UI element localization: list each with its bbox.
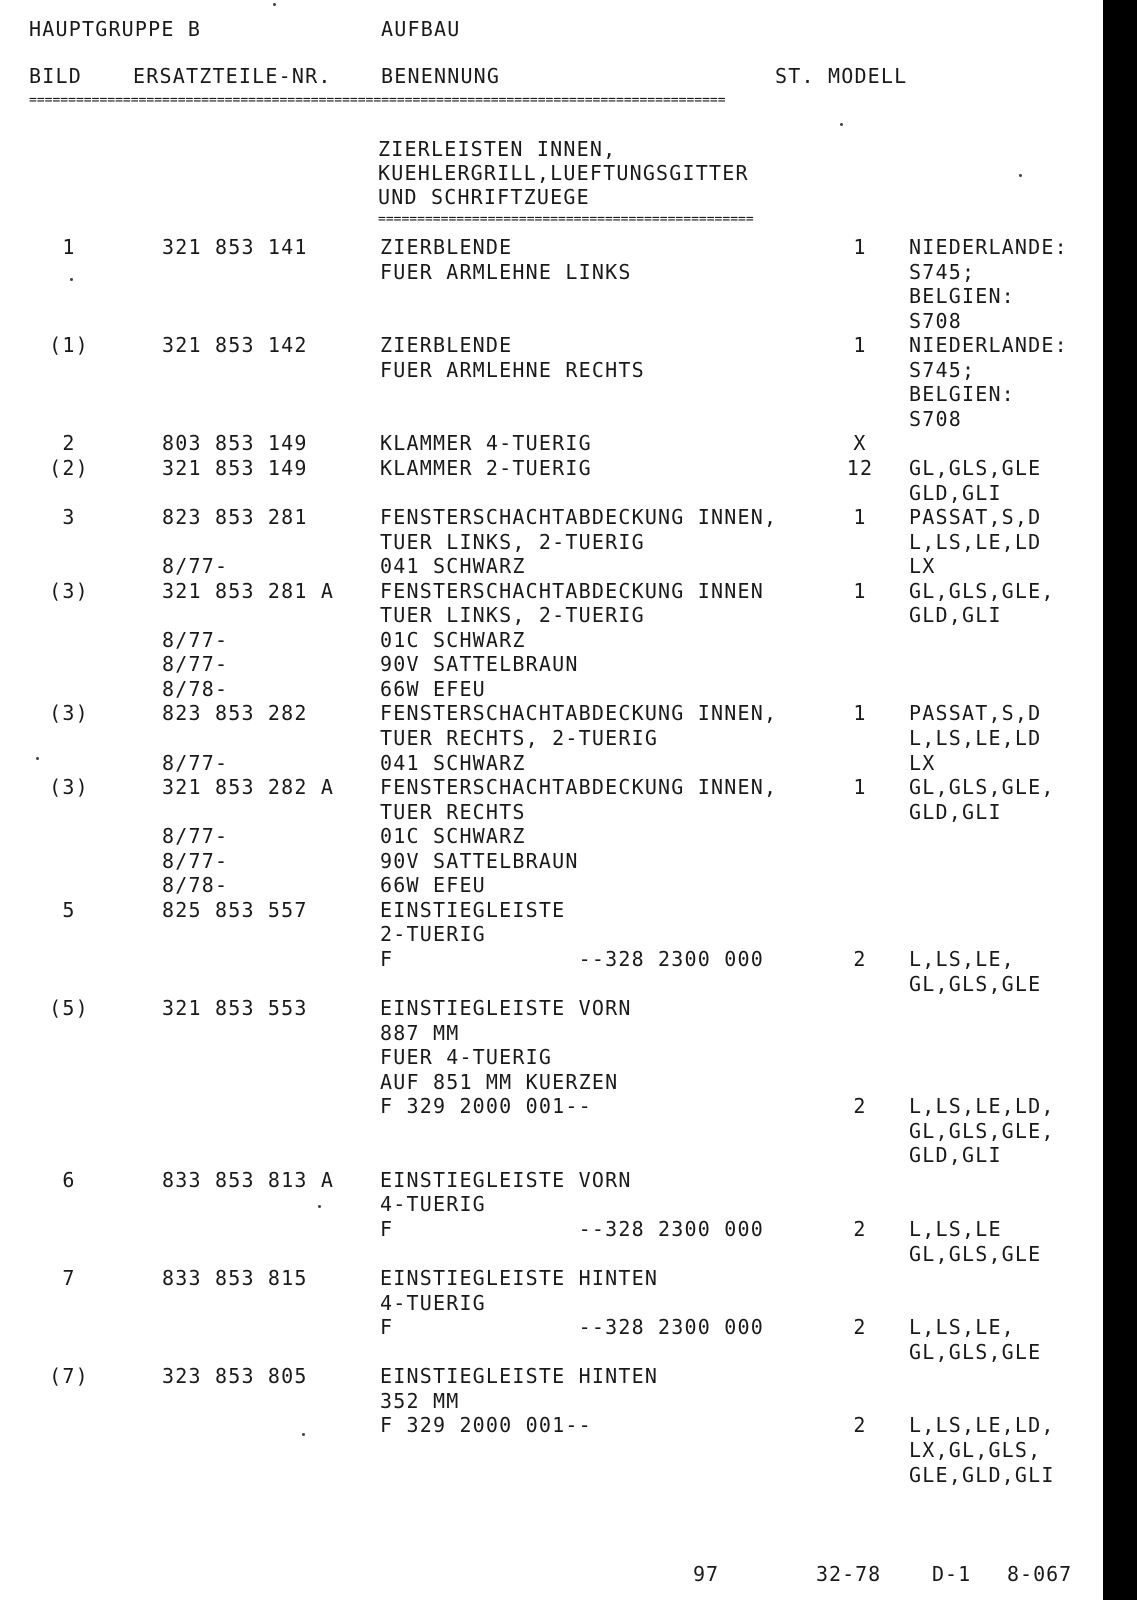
row-model: GL,GLS,GLE <box>909 971 1042 996</box>
row-description: 01C SCHWARZ <box>380 627 526 652</box>
row-model: GLD,GLI <box>909 1143 1002 1168</box>
row-description: FENSTERSCHACHTABDECKUNG INNEN, <box>380 775 778 800</box>
row-quantity: 1 <box>853 333 867 358</box>
row-part-number: 8/77- <box>162 750 229 775</box>
row-model: GL,GLS,GLE <box>909 1339 1042 1364</box>
row-part-number: 823 853 282 <box>162 701 308 726</box>
row-description: ZIERBLENDE <box>380 235 513 259</box>
row-quantity: 12 <box>846 455 874 480</box>
row-model: GLD,GLI <box>909 603 1002 628</box>
row-model: L,LS,LE,LD, <box>909 1413 1055 1438</box>
scan-speck <box>273 3 276 6</box>
row-part-number: 321 853 141 <box>162 235 308 259</box>
row-description: 01C SCHWARZ <box>380 824 526 849</box>
row-description: ZIERBLENDE <box>380 333 513 358</box>
row-bild: (1) <box>49 333 89 358</box>
row-model: GL,GLS,GLE <box>909 455 1042 480</box>
row-description: AUF 851 MM KUERZEN <box>380 1069 619 1094</box>
row-quantity: 1 <box>853 505 867 530</box>
row-description: 90V SATTELBRAUN <box>380 848 579 873</box>
row-description: 041 SCHWARZ <box>380 554 526 579</box>
row-part-number: 825 853 557 <box>162 897 308 922</box>
row-part-number: 8/77- <box>162 824 229 849</box>
row-model: GLD,GLI <box>909 799 1002 824</box>
row-description: TUER RECHTS <box>380 799 526 824</box>
row-bild: (2) <box>49 455 89 480</box>
row-part-number: 323 853 805 <box>162 1364 308 1389</box>
row-model: S708 <box>909 406 962 431</box>
row-part-number: 8/77- <box>162 848 229 873</box>
row-description: 2-TUERIG <box>380 922 486 947</box>
scan-speck <box>70 278 73 281</box>
row-bild: 3 <box>62 505 76 530</box>
row-part-number: 803 853 149 <box>162 431 308 456</box>
section-title-line: UND SCHRIFTZUEGE <box>378 185 590 209</box>
row-model: GL,GLS,GLE, <box>909 1118 1055 1143</box>
row-model: S708 <box>909 308 962 333</box>
row-bild: 1 <box>62 235 76 259</box>
row-model: L,LS,LE, <box>909 1315 1015 1340</box>
row-description: 887 MM <box>380 1020 460 1045</box>
row-model: PASSAT,S,D <box>909 505 1042 530</box>
footer-page-number: 97 <box>693 1562 720 1586</box>
row-model: LX <box>909 750 936 775</box>
section-title-rule: ================================================ <box>378 213 754 227</box>
row-model: BELGIEN: <box>909 382 1015 407</box>
row-description: F --328 2300 000 <box>380 946 764 971</box>
row-quantity: 1 <box>853 701 867 726</box>
row-model: LX,GL,GLS, <box>909 1437 1042 1462</box>
row-description: 041 SCHWARZ <box>380 750 526 775</box>
row-model: L,LS,LE,LD, <box>909 1094 1055 1119</box>
row-description: EINSTIEGLEISTE <box>380 897 566 922</box>
row-part-number: 8/78- <box>162 676 229 701</box>
row-part-number: 8/78- <box>162 873 229 898</box>
scan-edge <box>1103 0 1137 1600</box>
row-description: FENSTERSCHACHTABDECKUNG INNEN, <box>380 505 778 530</box>
row-bild: (3) <box>49 775 89 800</box>
row-description: F --328 2300 000 <box>380 1217 764 1241</box>
row-part-number: 321 853 142 <box>162 333 308 358</box>
row-model: BELGIEN: <box>909 284 1015 309</box>
row-bild: (7) <box>49 1364 89 1389</box>
footer-date-code: 32-78 <box>816 1562 882 1586</box>
row-description: EINSTIEGLEISTE HINTEN <box>380 1364 659 1389</box>
row-model: S745; <box>909 259 976 284</box>
row-part-number: 833 853 813 A <box>162 1167 335 1192</box>
row-part-number: 8/77- <box>162 554 229 579</box>
row-model: NIEDERLANDE: <box>909 235 1068 259</box>
row-part-number: 321 853 282 A <box>162 775 335 800</box>
row-description: 66W EFEU <box>380 676 486 701</box>
scan-speck <box>318 1205 321 1208</box>
row-description: TUER LINKS, 2-TUERIG <box>380 529 645 554</box>
row-model: PASSAT,S,D <box>909 701 1042 726</box>
row-description: F --328 2300 000 <box>380 1315 764 1340</box>
row-bild: 7 <box>62 1266 76 1291</box>
row-model: GL,GLS,GLE <box>909 1241 1042 1266</box>
row-bild: (3) <box>49 701 89 726</box>
row-description: EINSTIEGLEISTE VORN <box>380 996 632 1021</box>
section-title-line: KUEHLERGRILL,LUEFTUNGSGITTER <box>378 161 749 185</box>
main-group-label: HAUPTGRUPPE B <box>29 17 202 41</box>
row-description: FUER 4-TUERIG <box>380 1045 553 1070</box>
row-description: 352 MM <box>380 1388 460 1413</box>
row-model: NIEDERLANDE: <box>909 333 1068 358</box>
row-model: L,LS,LE,LD <box>909 529 1042 554</box>
row-bild: 5 <box>62 897 76 922</box>
row-part-number: 321 853 281 A <box>162 578 335 603</box>
row-bild: 2 <box>62 431 76 456</box>
scan-speck <box>840 123 843 126</box>
row-model: S745; <box>909 357 976 382</box>
row-description: TUER LINKS, 2-TUERIG <box>380 603 645 628</box>
column-header-qty-model: ST. MODELL <box>775 64 908 88</box>
row-model: L,LS,LE <box>909 1217 1002 1241</box>
footer-ref-2: 8-067 <box>1007 1562 1073 1586</box>
row-description: FENSTERSCHACHTABDECKUNG INNEN <box>380 578 764 603</box>
row-description: 4-TUERIG <box>380 1192 486 1217</box>
column-header-part-number: ERSATZTEILE-NR. <box>133 64 332 88</box>
section-label: AUFBAU <box>381 17 461 41</box>
row-description: TUER RECHTS, 2-TUERIG <box>380 726 659 750</box>
row-quantity: X <box>853 431 867 456</box>
row-description: 4-TUERIG <box>380 1290 486 1315</box>
row-quantity: 2 <box>853 1413 867 1438</box>
row-description: FUER ARMLEHNE RECHTS <box>380 357 645 382</box>
row-description: F 329 2000 001-- <box>380 1094 592 1119</box>
row-description: FENSTERSCHACHTABDECKUNG INNEN, <box>380 701 778 726</box>
row-model: L,LS,LE,LD <box>909 726 1042 750</box>
section-title-line: ZIERLEISTEN INNEN, <box>378 137 617 161</box>
row-quantity: 2 <box>853 1315 867 1340</box>
row-description: 90V SATTELBRAUN <box>380 652 579 677</box>
row-description: KLAMMER 4-TUERIG <box>380 431 592 456</box>
row-bild: (5) <box>49 996 89 1021</box>
row-part-number: 833 853 815 <box>162 1266 308 1291</box>
row-model: GL,GLS,GLE, <box>909 775 1055 800</box>
row-quantity: 2 <box>853 1094 867 1119</box>
header-rule: ========================================================================================= <box>29 94 726 108</box>
row-part-number: 321 853 149 <box>162 455 308 480</box>
row-quantity: 1 <box>853 775 867 800</box>
row-bild: (3) <box>49 578 89 603</box>
scan-speck <box>36 757 39 760</box>
row-quantity: 1 <box>853 235 867 259</box>
row-description: FUER ARMLEHNE LINKS <box>380 259 632 284</box>
column-header-name: BENENNUNG <box>381 64 501 88</box>
row-description: 66W EFEU <box>380 873 486 898</box>
row-quantity: 2 <box>853 946 867 971</box>
row-bild: 6 <box>62 1167 76 1192</box>
row-quantity: 1 <box>853 578 867 603</box>
row-model: LX <box>909 554 936 579</box>
row-model: GLE,GLD,GLI <box>909 1462 1055 1487</box>
row-part-number: 8/77- <box>162 652 229 677</box>
row-model: L,LS,LE, <box>909 946 1015 971</box>
row-part-number: 823 853 281 <box>162 505 308 530</box>
scan-speck <box>1019 174 1022 177</box>
column-header-bild: BILD <box>29 64 82 88</box>
row-part-number: 321 853 553 <box>162 996 308 1021</box>
row-description: EINSTIEGLEISTE HINTEN <box>380 1266 659 1291</box>
scan-speck <box>302 1433 305 1436</box>
row-description: F 329 2000 001-- <box>380 1413 592 1438</box>
row-model: GL,GLS,GLE, <box>909 578 1055 603</box>
row-description: KLAMMER 2-TUERIG <box>380 455 592 480</box>
row-quantity: 2 <box>853 1217 867 1241</box>
footer-ref-1: D-1 <box>932 1562 972 1586</box>
row-part-number: 8/77- <box>162 627 229 652</box>
row-model: GLD,GLI <box>909 480 1002 505</box>
row-description: EINSTIEGLEISTE VORN <box>380 1167 632 1192</box>
